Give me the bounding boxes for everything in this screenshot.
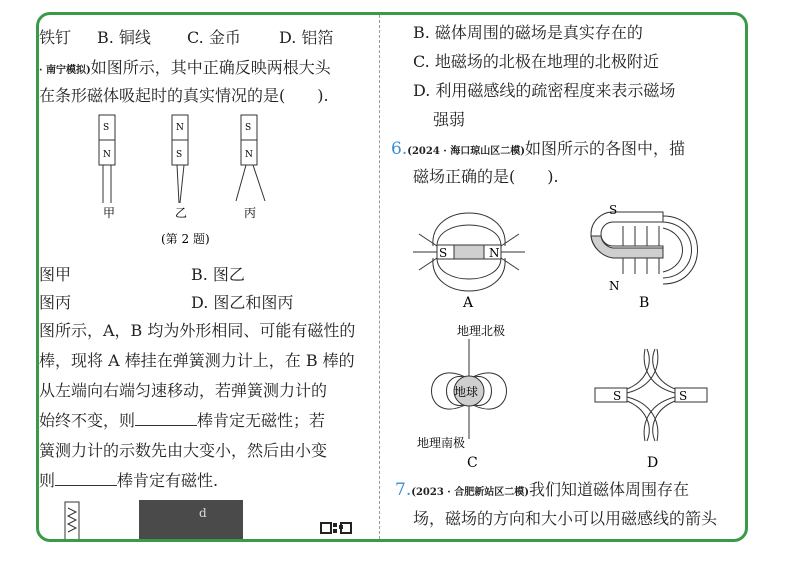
- pole-n-label: N: [609, 279, 620, 293]
- q3-line3: 从左端向右端匀速移动，若弹簧测力计的: [39, 381, 328, 400]
- geo-south-label: 地理南极: [417, 436, 466, 450]
- qr-code-icon[interactable]: [321, 523, 351, 537]
- q2-option-c: 图丙: [39, 293, 72, 312]
- q2-line1: · 南宁模拟)如图所示，其中正确反映两根大头: [39, 58, 331, 77]
- q7-line2: 场，磁场的方向和大小可以用磁感线的箭头: [413, 509, 718, 528]
- fig-label-bing: 丙: [244, 206, 257, 220]
- pole-s-label: S: [245, 123, 252, 133]
- prev-option-b-right: B. 磁体周围的磁场是真实存在的: [413, 23, 643, 42]
- prev-option-d: D. 铝箔: [279, 28, 334, 47]
- pole-s-label: S: [613, 389, 622, 403]
- pole-s-label: S: [609, 203, 618, 217]
- pole-s-label: S: [439, 246, 448, 260]
- fig-label-d: D: [647, 455, 659, 471]
- q2-source: · 南宁模拟): [39, 65, 91, 76]
- pole-s-label: S: [103, 123, 110, 133]
- magnet-bing: [236, 115, 265, 201]
- q6-line2: 磁场正确的是( ).: [413, 167, 559, 186]
- prev-option-c-right: C. 地磁场的北极在地理的北极附近: [413, 52, 659, 71]
- q6-figure-b: [583, 200, 703, 310]
- magnet-yi: [172, 115, 188, 203]
- fig-label-a: A: [463, 295, 474, 311]
- pole-s-label: S: [176, 150, 183, 160]
- earth-label: 地球: [454, 385, 479, 399]
- prev-option-d-right: D. 利用磁感线的疏密程度来表示磁场: [413, 81, 676, 100]
- q2-option-b: B. 图乙: [191, 265, 245, 284]
- answer-blank-2[interactable]: [55, 471, 117, 486]
- q6-figure-a: [409, 200, 529, 310]
- page-frame: [36, 12, 748, 542]
- q3-line5: 簧测力计的示数先由大变小，然后由小变: [39, 441, 328, 460]
- q6-number: 6.: [391, 139, 408, 159]
- prev-option-b: B. 铜线: [97, 28, 151, 47]
- q7-number: 7.: [395, 480, 412, 500]
- prev-option-c: C. 金币: [187, 28, 241, 47]
- q3-line6: 则 棒肯定有磁性.: [39, 471, 219, 490]
- q6-line1: 6.(2024 · 海口琼山区二模)如图所示的各图中，描: [391, 139, 685, 159]
- q2-caption: (第 2 题): [161, 232, 210, 246]
- pole-s-label: S: [679, 389, 688, 403]
- q7-source: (2023 · 合肥新站区二模): [411, 487, 529, 498]
- q2-option-d: D. 图乙和图丙: [191, 293, 294, 312]
- q2-line2: 在条形磁体吸起时的真实情况的是( ).: [39, 86, 329, 105]
- q3-line1: 图所示，A，B 均为外形相同、可能有磁性的: [39, 321, 356, 340]
- prev-option-a: 铁钉: [39, 28, 72, 47]
- magnet-jia: [99, 115, 115, 203]
- q2-figure: [89, 113, 289, 253]
- pole-n-label: N: [103, 150, 111, 160]
- q3-line2: 棒，现将 A 棒挂在弹簧测力计上，在 B 棒的: [39, 351, 355, 370]
- q3-photo: [139, 500, 243, 540]
- pole-n-label: N: [489, 246, 500, 260]
- fig-label-yi: 乙: [175, 206, 188, 220]
- answer-blank-1[interactable]: [135, 411, 197, 426]
- q3-photo-label: d: [199, 506, 207, 520]
- spring-scale-icon: [61, 500, 91, 540]
- fig-label-jia: 甲: [103, 206, 116, 220]
- geo-north-label: 地理北极: [457, 324, 506, 338]
- q6-source: (2024 · 海口琼山区二模): [407, 146, 525, 157]
- q3-line4: 始终不变，则 棒肯定无磁性；若: [39, 411, 326, 430]
- prev-option-d-right-cont: 强弱: [433, 110, 466, 129]
- column-divider: [379, 15, 380, 539]
- q7-line1: 7.(2023 · 合肥新站区二模)我们知道磁体周围存在: [395, 480, 689, 500]
- q6-figure-d: [591, 345, 721, 471]
- pole-n-label: N: [245, 150, 253, 160]
- q2-option-a: 图甲: [39, 265, 72, 284]
- fig-label-b: B: [639, 295, 650, 311]
- fig-label-c: C: [467, 455, 478, 471]
- pole-n-label: N: [176, 123, 184, 133]
- q6-figure-c: [409, 321, 539, 471]
